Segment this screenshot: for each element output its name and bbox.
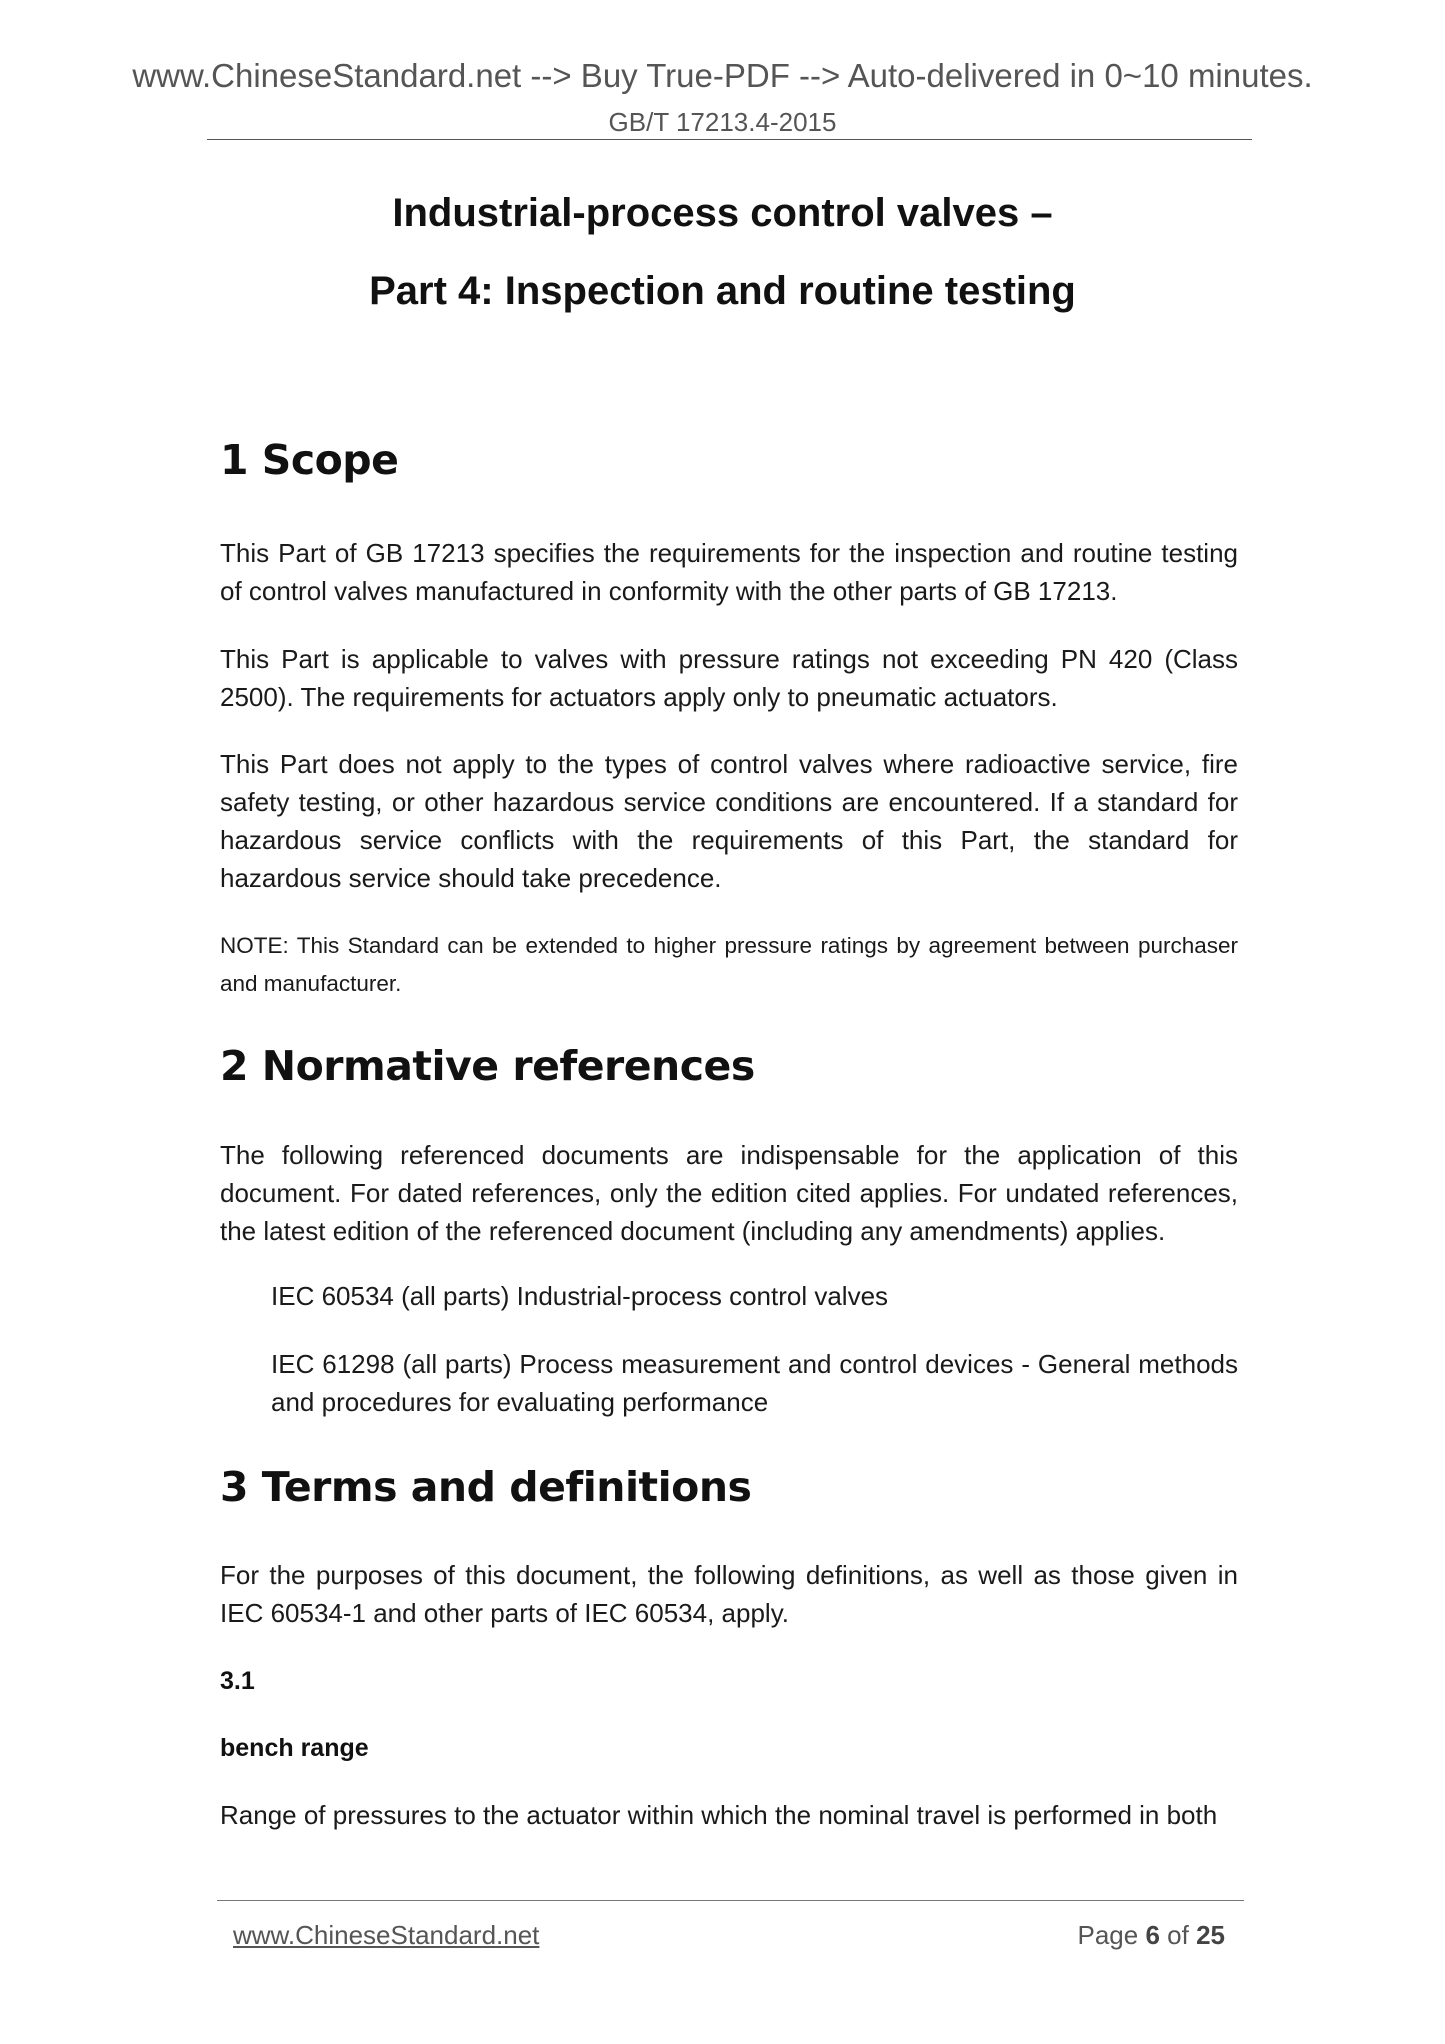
standard-code: GB/T 17213.4-2015	[608, 107, 837, 137]
footer-divider	[217, 1900, 1244, 1901]
page-of: of	[1167, 1920, 1189, 1950]
document-title-line2: Part 4: Inspection and routine testing	[369, 269, 1076, 313]
section-heading-terms-definitions: 3 Terms and definitions	[220, 1463, 752, 1511]
header-banner: www.ChineseStandard.net --> Buy True-PDF --> Auto-delivered in 0~10 minutes.	[132, 57, 1313, 94]
term-definition: Range of pressures to the actuator within which the nominal travel is performed in both	[220, 1800, 1218, 1830]
scope-note: NOTE: This Standard can be extended to higher pressure ratings by agreement between purchaser and manufacturer.	[220, 933, 1238, 996]
normative-intro: The following referenced documents are indispensable for the application of this document. For dated references, only the edition cited applies. For undated references, the latest edition of the referenced document (including any amendments) applies.	[220, 1140, 1238, 1246]
scope-paragraph-1: This Part of GB 17213 specifies the requirements for the inspection and routine testing of control valves manufactured in conformity with the other parts of GB 17213.	[220, 538, 1238, 606]
section-heading-normative-references: 2 Normative references	[220, 1042, 755, 1090]
header-divider	[207, 139, 1252, 140]
term-name: bench range	[220, 1734, 369, 1762]
page-prefix: Page	[1077, 1920, 1139, 1950]
scope-paragraph-2: This Part is applicable to valves with pressure ratings not exceeding PN 420 (Class 2500). The requirements for actuators apply only to pneumatic actuators.	[220, 644, 1238, 712]
scope-paragraph-3: This Part does not apply to the types of control valves where radioactive service, fire safety testing, or other hazardous service conditions are encountered. If a standard for hazardous service conflicts with the requirements of this Part, the standard for hazardous service should take precedence.	[220, 749, 1238, 893]
page-indicator	[1077, 1917, 1225, 1953]
section-heading-scope: 1 Scope	[220, 436, 399, 484]
normative-reference-item: IEC 61298 (all parts) Process measurement and control devices - General methods and procedures for evaluating performance	[271, 1349, 1238, 1417]
document-title-line1: Industrial-process control valves –	[392, 191, 1053, 235]
term-number: 3.1	[220, 1667, 255, 1695]
page-current: 6	[1145, 1920, 1160, 1950]
normative-reference-item: IEC 60534 (all parts) Industrial-process control valves	[271, 1281, 889, 1311]
footer-website-link[interactable]: www.ChineseStandard.net	[233, 1920, 540, 1950]
page-total: 25	[1196, 1920, 1225, 1950]
terms-intro: For the purposes of this document, the following definitions, as well as those given in IEC 60534-1 and other parts of IEC 60534, apply.	[220, 1560, 1238, 1628]
